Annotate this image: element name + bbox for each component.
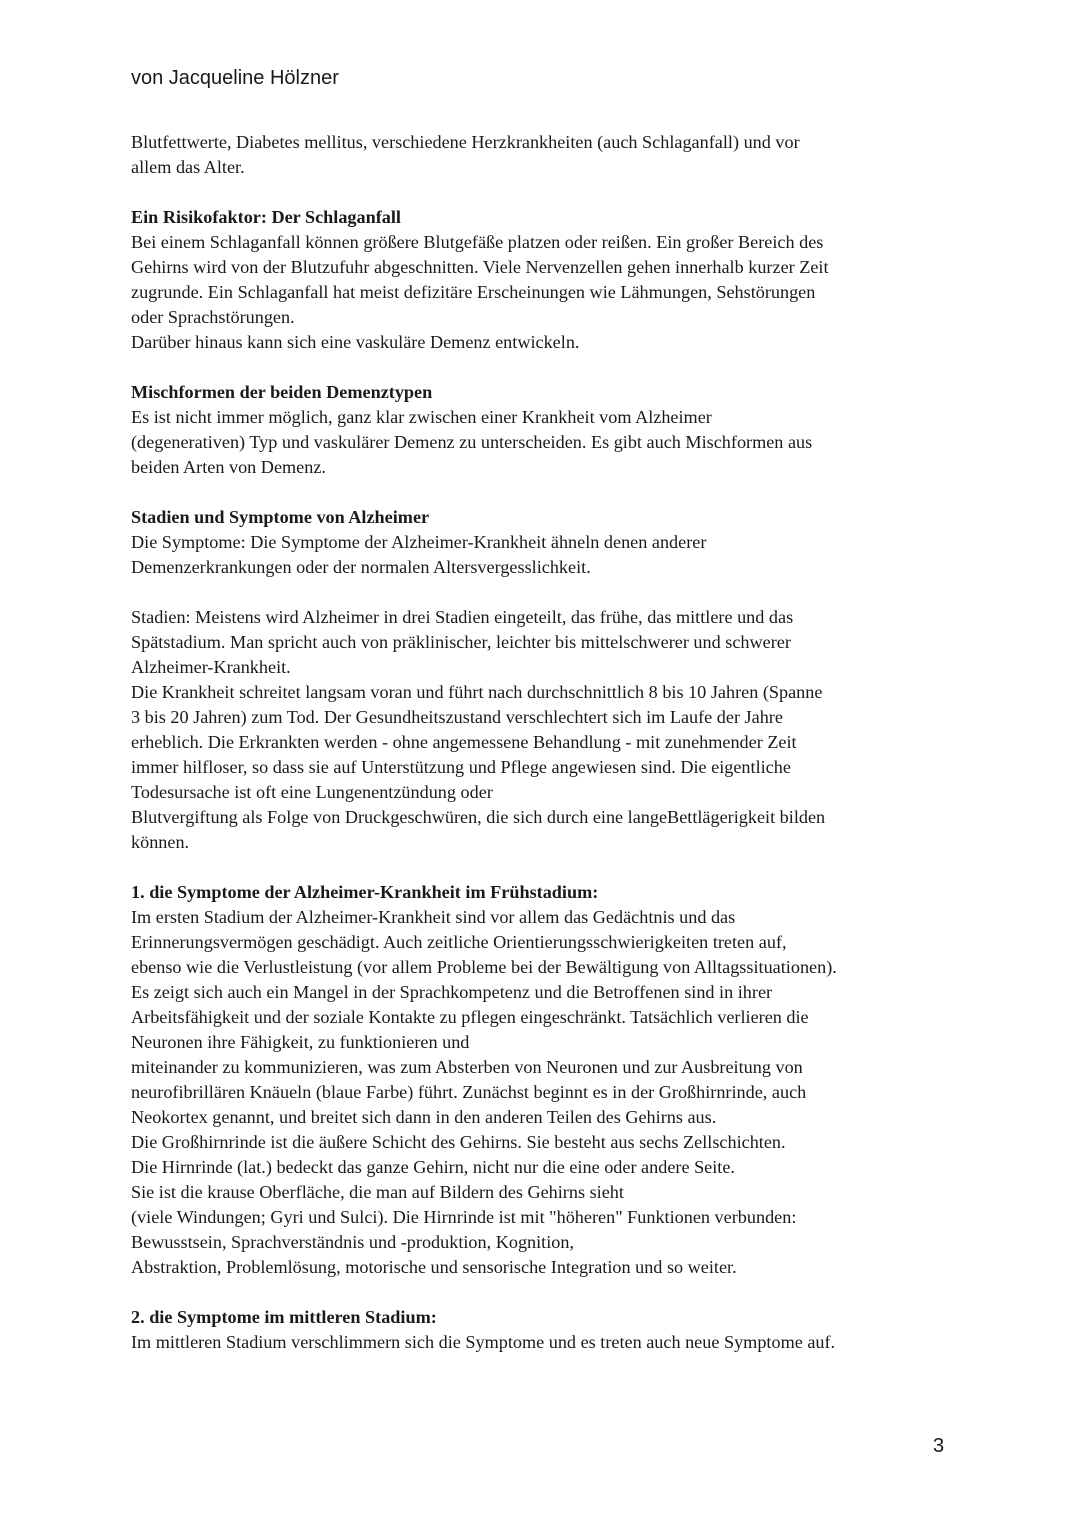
paragraph: [131, 530, 961, 580]
text-line: Todesursache ist oft eine Lungenentzündung oder: [131, 782, 493, 802]
text-line: Im ersten Stadium der Alzheimer-Krankheit sind vor allem das Gedächtnis und das: [131, 907, 736, 927]
text-line: Alzheimer-Krankheit.: [131, 657, 291, 677]
paragraph-gap: [131, 180, 961, 205]
text-line: allem das Alter.: [131, 157, 245, 177]
text-line: Es zeigt sich auch ein Mangel in der Sprachkompetenz und die Betroffenen sind in ihrer: [131, 982, 773, 1002]
section-heading: Mischformen der beiden Demenztypen: [131, 382, 433, 402]
text-line: beiden Arten von Demenz.: [131, 457, 326, 477]
text-line: Blutfettwerte, Diabetes mellitus, verschiedene Herzkrankheiten (auch Schlaganfall) und vor: [131, 132, 800, 152]
text-line: Abstraktion, Problemlösung, motorische und sensorische Integration und so weiter.: [131, 1257, 737, 1277]
text-line: Es ist nicht immer möglich, ganz klar zwischen einer Krankheit vom Alzheimer: [131, 407, 712, 427]
text-line: erheblich. Die Erkrankten werden - ohne angemessene Behandlung - mit zunehmender Zeit: [131, 732, 797, 752]
section-heading: Stadien und Symptome von Alzheimer: [131, 507, 430, 527]
text-line: können.: [131, 832, 190, 852]
paragraph-gap: [131, 580, 961, 605]
paragraph: [131, 405, 961, 480]
text-line: Gehirns wird von der Blutzufuhr abgeschnitten. Viele Nervenzellen gehen innerhalb kurzer Zeit: [131, 257, 829, 277]
text-line: 3 bis 20 Jahren) zum Tod. Der Gesundheitszustand verschlechtert sich im Laufe der Jahre: [131, 707, 783, 727]
document-body: [131, 130, 961, 1355]
paragraph: [131, 130, 961, 180]
text-line: (viele Windungen; Gyri und Sulci). Die Hirnrinde ist mit "höheren" Funktionen verbunden:: [131, 1207, 797, 1227]
text-line: (degenerativen) Typ und vaskulärer Demenz zu unterscheiden. Es gibt auch Mischformen aus: [131, 432, 813, 452]
document-author-header: von Jacqueline Hölzner: [131, 67, 339, 89]
text-line: Die Krankheit schreitet langsam voran und führt nach durchschnittlich 8 bis 10 Jahren (Spanne: [131, 682, 823, 702]
text-line: Bewusstsein, Sprachverständnis und -produktion, Kognition,: [131, 1232, 575, 1252]
paragraph: [131, 1330, 961, 1355]
text-line: neurofibrillären Knäueln (blaue Farbe) führt. Zunächst beginnt es in der Großhirnrinde, auch: [131, 1082, 807, 1102]
paragraph-gap: [131, 355, 961, 380]
text-line: Arbeitsfähigkeit und der soziale Kontakte zu pflegen eingeschränkt. Tatsächlich verlieren die: [131, 1007, 809, 1027]
paragraph: [131, 905, 961, 1280]
text-line: Stadien: Meistens wird Alzheimer in drei Stadien eingeteilt, das frühe, das mittlere und das: [131, 607, 794, 627]
text-line: zugrunde. Ein Schlaganfall hat meist defizitäre Erscheinungen wie Lähmungen, Sehstörungen: [131, 282, 816, 302]
text-line: Spätstadium. Man spricht auch von präklinischer, leichter bis mittelschwerer und schwerer: [131, 632, 791, 652]
text-line: Blutvergiftung als Folge von Druckgeschwüren, die sich durch eine langeBettlägerigkeit bilden: [131, 807, 826, 827]
paragraph-gap: [131, 855, 961, 880]
text-line: Sie ist die krause Oberfläche, die man auf Bildern des Gehirns sieht: [131, 1182, 624, 1202]
text-line: Neokortex genannt, und breitet sich dann in den anderen Teilen des Gehirns aus.: [131, 1107, 717, 1127]
text-line: ebenso wie die Verlustleistung (vor allem Probleme bei der Bewältigung von Alltagssituationen).: [131, 957, 837, 977]
text-line: Im mittleren Stadium verschlimmern sich die Symptome und es treten auch neue Symptome auf.: [131, 1332, 836, 1352]
text-line: Neuronen ihre Fähigkeit, zu funktionieren und: [131, 1032, 470, 1052]
text-line: Demenzerkrankungen oder der normalen Altersvergesslichkeit.: [131, 557, 591, 577]
text-line: Die Symptome: Die Symptome der Alzheimer-Krankheit ähneln denen anderer: [131, 532, 707, 552]
paragraph-gap: [131, 480, 961, 505]
text-line: Erinnerungsvermögen geschädigt. Auch zeitliche Orientierungsschwierigkeiten treten auf,: [131, 932, 787, 952]
text-line: Die Hirnrinde (lat.) bedeckt das ganze Gehirn, nicht nur die eine oder andere Seite.: [131, 1157, 735, 1177]
text-line: immer hilfloser, so dass sie auf Unterstützung und Pflege angewiesen sind. Die eigentliche: [131, 757, 791, 777]
text-line: miteinander zu kommunizieren, was zum Absterben von Neuronen und zur Ausbreitung von: [131, 1057, 803, 1077]
paragraph-gap: [131, 1280, 961, 1305]
paragraph: [131, 605, 961, 855]
paragraph: [131, 230, 961, 355]
section-heading: Ein Risikofaktor: Der Schlaganfall: [131, 207, 401, 227]
section-heading: 1. die Symptome der Alzheimer-Krankheit im Frühstadium:: [131, 882, 599, 902]
section-heading: 2. die Symptome im mittleren Stadium:: [131, 1307, 437, 1327]
page-number: 3: [933, 1435, 945, 1457]
text-line: Darüber hinaus kann sich eine vaskuläre Demenz entwickeln.: [131, 332, 580, 352]
text-line: Bei einem Schlaganfall können größere Blutgefäße platzen oder reißen. Ein großer Bereich des: [131, 232, 824, 252]
text-line: oder Sprachstörungen.: [131, 307, 295, 327]
text-line: Die Großhirnrinde ist die äußere Schicht des Gehirns. Sie besteht aus sechs Zellschichten.: [131, 1132, 786, 1152]
